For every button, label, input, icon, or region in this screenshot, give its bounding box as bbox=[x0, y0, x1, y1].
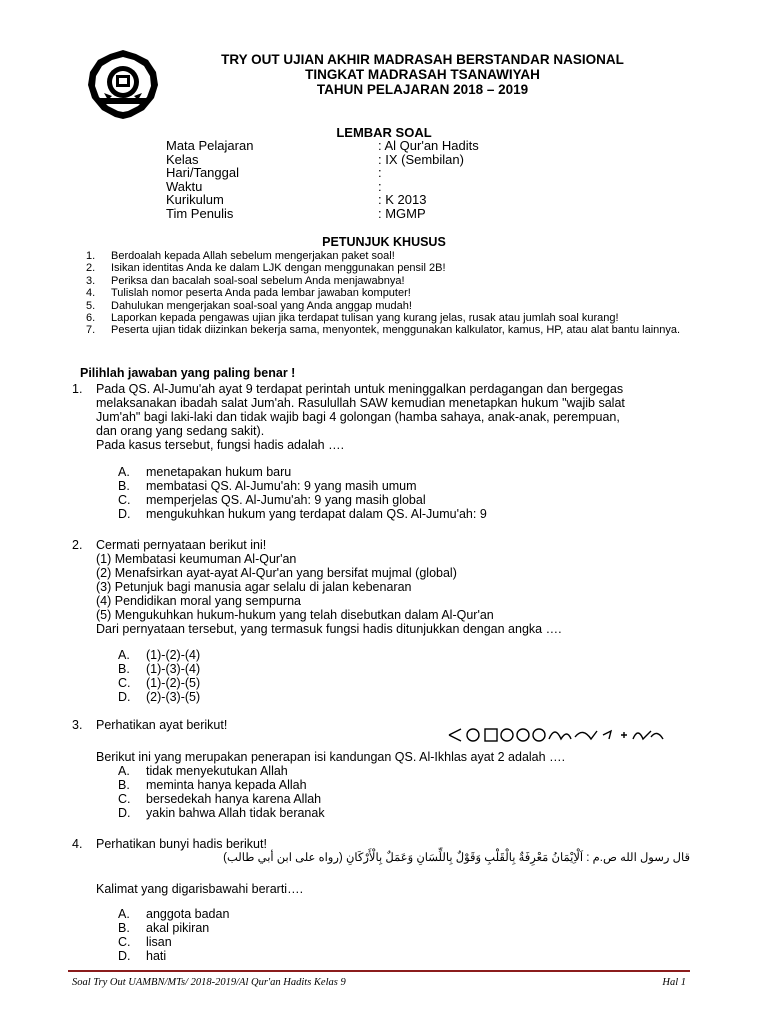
question-number: 3. bbox=[72, 718, 83, 732]
info-row-curriculum: Kurikulum : K 2013 bbox=[166, 192, 427, 208]
statement-item: (1) Membatasi keumuman Al-Qur'an bbox=[96, 552, 297, 566]
question-4-options bbox=[72, 907, 684, 963]
exam-header bbox=[170, 52, 675, 97]
option-c: C. lisan bbox=[118, 935, 172, 949]
option-b: B. akal pikiran bbox=[118, 921, 210, 935]
question-prompt: Berikut ini yang merupakan penerapan isi kandungan QS. Al-Ikhlas ayat 2 adalah …. bbox=[96, 750, 566, 764]
question-2-options bbox=[72, 648, 684, 704]
info-row-author: Tim Penulis : MGMP bbox=[166, 205, 426, 221]
option-a: A. anggota badan bbox=[118, 907, 230, 921]
question-text-line: Jum'ah" bagi laki-laki dan tidak wajib bagi 4 golongan (hamba sahaya, anak-anak, perempuan, bbox=[96, 410, 620, 424]
option-b: B. (1)-(3)-(4) bbox=[118, 662, 201, 676]
statement-item: (5) Mengukuhkan hukum-hukum yang telah disebutkan dalam Al-Qur'an bbox=[96, 608, 494, 622]
statement-item: (4) Pendidikan moral yang sempurna bbox=[96, 594, 301, 608]
footer-text: Soal Try Out UAMBN/MTs/ 2018-2019/Al Qur'an Hadits Kelas 9 bbox=[72, 977, 346, 988]
header-line-3: TAHUN PELAJARAN 2018 – 2019 bbox=[316, 82, 529, 97]
question-number: 2. bbox=[72, 538, 83, 552]
option-c: C. (1)-(2)-(5) bbox=[118, 676, 201, 690]
hadith-text: قال رسول الله ص.م : اَلْاِيْمَانُ مَعْرِفَةٌ بِالْقَلْبِ وَقَوْلٌ بِاللِّسَانِ وَعَمَلٌ بِالْأَرْكَانِ (رواه على ابن أبي طالب) bbox=[223, 852, 690, 864]
question-text-line: Pada QS. Al-Jumu'ah ayat 9 terdapat perintah untuk meninggalkan perdagangan dan bergegas bbox=[96, 382, 624, 396]
question-3-body bbox=[72, 750, 684, 820]
option-d: D. (2)-(3)-(5) bbox=[118, 690, 201, 704]
option-d: D. yakin bahwa Allah tidak beranak bbox=[118, 806, 325, 820]
kemenag-logo bbox=[86, 48, 160, 120]
info-row-subject: Mata Pelajaran : Al Qur'an Hadits bbox=[166, 138, 479, 153]
question-1 bbox=[72, 382, 684, 452]
petunjuk-title: PETUNJUK KHUSUS bbox=[322, 235, 446, 249]
question-text-line: melaksanakan ibadah salat Jum'ah. Rasulullah SAW kemudian menetapkan hukum "wajib salat bbox=[96, 396, 625, 410]
question-intro: Perhatikan ayat berikut! bbox=[96, 718, 228, 732]
question-prompt: Pada kasus tersebut, fungsi hadis adalah …. bbox=[96, 438, 345, 452]
list-item: 2. Isikan identitas Anda ke dalam LJK dengan menggunakan pensil 2B! bbox=[86, 262, 446, 275]
list-item: 6. Laporkan kepada pengawas ujian jika terdapat tulisan yang kurang jelas, rusak atau jumlah soal kurang! bbox=[86, 312, 619, 325]
option-a: A. menetapakan hukum baru bbox=[118, 465, 292, 479]
list-item: 7. Peserta ujian tidak diizinkan bekerja sama, menyontek, menggunakan kalkulator, kamus, HP, atau alat bantu lainnya. bbox=[86, 324, 681, 337]
header-line-1: TRY OUT UJIAN AKHIR MADRASAH BERSTANDAR NASIONAL bbox=[221, 52, 624, 67]
footer-divider bbox=[68, 970, 690, 972]
info-row-class: Kelas : IX (Sembilan) bbox=[166, 151, 464, 167]
option-b: B. membatasi QS. Al-Jumu'ah: 9 yang masih umum bbox=[118, 479, 417, 493]
statement-item: (2) Menafsirkan ayat-ayat Al-Qur'an yang bersifat mujmal (global) bbox=[96, 566, 457, 580]
question-number: 1. bbox=[72, 382, 83, 396]
option-c: C. memperjelas QS. Al-Jumu'ah: 9 yang masih global bbox=[118, 493, 426, 507]
info-row-date: Hari/Tanggal : bbox=[166, 165, 382, 181]
question-4 bbox=[72, 837, 684, 851]
option-c: C. bersedekah hanya karena Allah bbox=[118, 792, 322, 806]
list-item: 4. Tulislah nomor peserta Anda pada lembar jawaban komputer! bbox=[86, 287, 411, 300]
question-2 bbox=[72, 538, 684, 636]
page-number: Hal 1 bbox=[662, 977, 686, 988]
option-d: D. mengukuhkan hukum yang terdapat dalam QS. Al-Jumu'ah: 9 bbox=[118, 507, 487, 521]
option-a: A. tidak menyekutukan Allah bbox=[118, 764, 288, 778]
answer-instruction: Pilihlah jawaban yang paling benar ! bbox=[80, 366, 296, 380]
question-text-line: dan orang yang sedang sakit). bbox=[96, 424, 265, 438]
question-intro: Perhatikan bunyi hadis berikut! bbox=[96, 837, 267, 851]
question-4-prompt bbox=[72, 882, 684, 896]
question-intro: Cermati pernyataan berikut ini! bbox=[96, 538, 267, 552]
question-1-options bbox=[72, 465, 684, 521]
lembar-soal-title: LEMBAR SOAL bbox=[336, 125, 432, 140]
statement-item: (3) Petunjuk bagi manusia agar selalu di jalan kebenaran bbox=[96, 580, 412, 594]
question-prompt: Kalimat yang digarisbawahi berarti…. bbox=[96, 882, 304, 896]
petunjuk-list bbox=[86, 250, 726, 337]
list-item: 1. Berdoalah kepada Allah sebelum mengerjakan paket soal! bbox=[86, 250, 395, 262]
option-a: A. (1)-(2)-(4) bbox=[118, 648, 201, 662]
question-number: 4. bbox=[72, 837, 83, 851]
info-row-time: Waktu : bbox=[166, 178, 382, 194]
question-prompt: Dari pernyataan tersebut, yang termasuk fungsi hadis ditunjukkan dengan angka …. bbox=[96, 622, 562, 636]
exam-info-table bbox=[166, 139, 479, 221]
header-line-2: TINGKAT MADRASAH TSANAWIYAH bbox=[305, 67, 540, 82]
option-d: D. hati bbox=[118, 949, 167, 963]
list-item: 5. Dahulukan mengerjakan soal-soal yang Anda anggap mudah! bbox=[86, 299, 412, 312]
list-item: 3. Periksa dan bacalah soal-soal sebelum Anda menjawabnya! bbox=[86, 274, 405, 287]
option-b: B. meminta hanya kepada Allah bbox=[118, 778, 307, 792]
quran-verse-image bbox=[445, 723, 670, 745]
